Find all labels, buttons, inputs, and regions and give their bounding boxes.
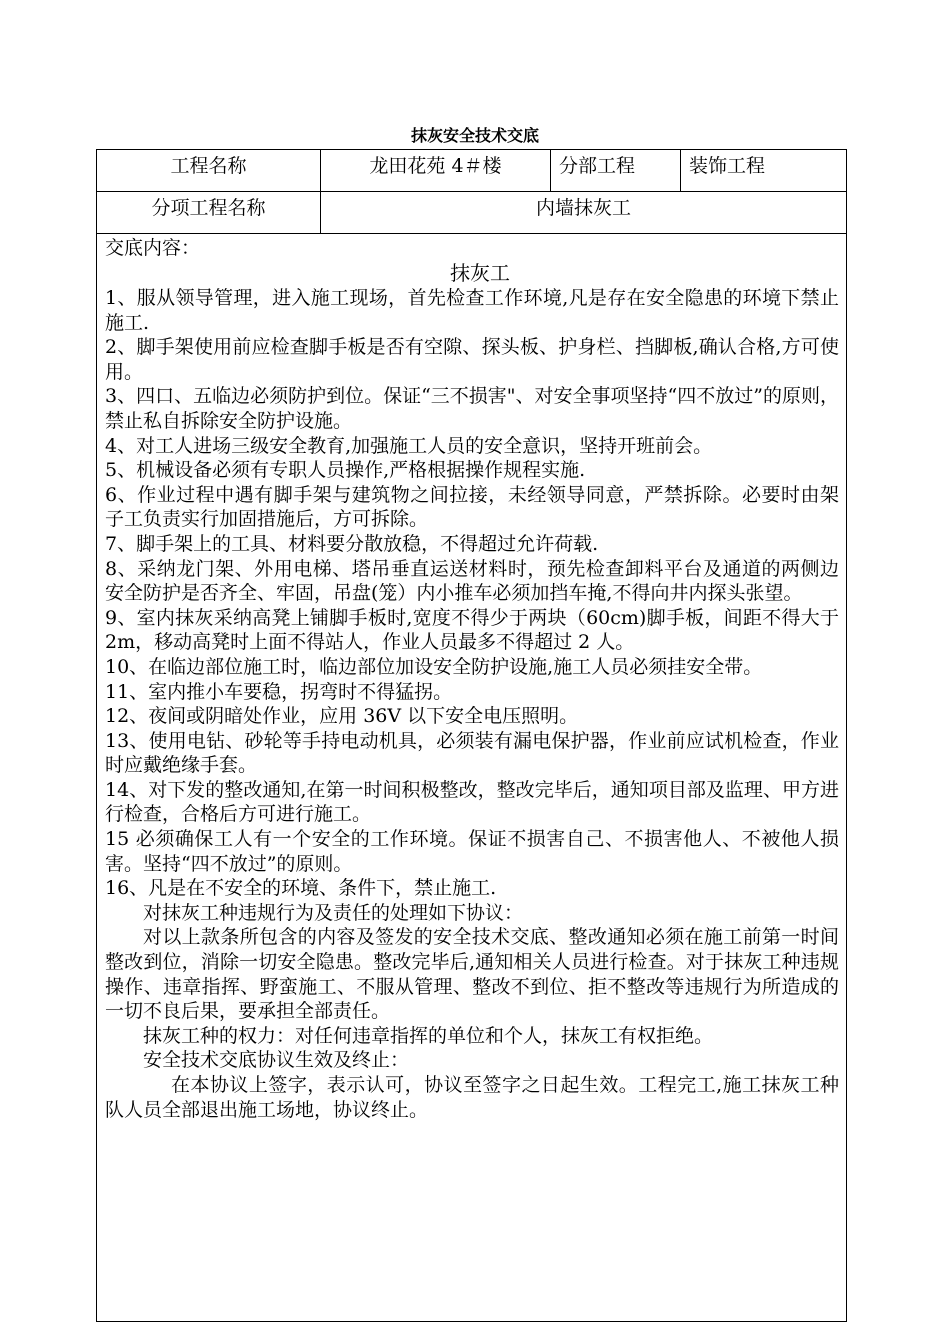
workers-rights: 抹灰工种的权力：对任何违章指挥的单位和个人，抹灰工有权拒绝。 [143, 1024, 714, 1047]
project-name-label: 工程名称 [97, 150, 321, 192]
project-row [97, 150, 847, 192]
division-value: 装饰工程 [681, 150, 847, 192]
content-row [97, 234, 847, 1322]
safety-item: 11、室内推小车要稳，拐弯时不得猛拐。 [105, 680, 453, 703]
safety-item: 2、脚手架使用前应检查脚手板是否有空隙、探头板、护身栏、挡脚板,确认合格,方可使用。 [105, 336, 839, 383]
safety-item: 4、对工人进场三级安全教育,加强施工人员的安全意识，坚持开班前会。 [105, 434, 713, 457]
safety-item: 1、服从领导管理，进入施工现场，首先检查工作环境,凡是存在安全隐患的环境下禁止施工. [105, 287, 839, 334]
violation-body: 对以上款条所包含的内容及签发的安全技术交底、整改通知必须在施工前第一时间整改到位，消除一切安全隐患。整改完毕后,通知相关人员进行检查。对于抹灰工种违规操作、违章指挥、野蛮施工、不服从管理、整改不到位、拒不整改等违规行为所造成的一切不良后果，要承担全部责任。 [105, 926, 839, 1023]
validity-body: 在本协议上签字，表示认可，协议至签字之日起生效。工程完工,施工抹灰工种队人员全部退出施工场地，协议终止。 [105, 1074, 839, 1121]
violation-intro: 对抹灰工种违规行为及责任的处理如下协议： [143, 901, 524, 924]
safety-item: 6、作业过程中遇有脚手架与建筑物之间拉接，未经领导同意，严禁拆除。必要时由架子工负责实行加固措施后，方可拆除。 [105, 483, 839, 531]
safety-item: 8、采纳龙门架、外用电梯、塔吊垂直运送材料时，预先检查卸料平台及通道的两侧边安全防护是否齐全、牢固，吊盘(笼）内小推车必须加挡车掩,不得向井内探头张望。 [105, 557, 839, 605]
safety-item: 9、室内抹灰采纳高凳上铺脚手板时,宽度不得少于两块（60cm)脚手板，间距不得大于 2m，移动高凳时上面不得站人，作业人员最多不得超过 2 人。 [105, 606, 839, 654]
subitem-value: 内墙抹灰工 [321, 192, 847, 234]
disclosure-content-cell [97, 234, 847, 1322]
disclosure-form-table [96, 149, 847, 1322]
content-label: 交底内容： [105, 237, 201, 259]
safety-item: 5、机械设备必须有专职人员操作,严格根据操作规程实施. [105, 459, 586, 482]
safety-item: 7、脚手架上的工具、材料要分散放稳，不得超过允许荷载. [105, 532, 599, 555]
safety-item: 14、对下发的整改通知,在第一时间积极整改，整改完毕后，通知项目部及监理、甲方进行检查，合格后方可进行施工。 [105, 778, 839, 826]
safety-item: 13、使用电钻、砂轮等手持电动机具，必须装有漏电保护器，作业前应试机检查，作业时应戴绝缘手套。 [105, 729, 839, 777]
safety-item: 16、凡是在不安全的环境、条件下，禁止施工. [105, 877, 497, 900]
document-title: 抹灰安全技术交底 [410, 126, 539, 145]
validity-title: 安全技术交底协议生效及终止： [143, 1049, 410, 1072]
subitem-row [97, 192, 847, 234]
safety-item: 15 必须确保工人有一个安全的工作环境。保证不损害自己、不损害他人、不被他人损害。坚持“四不放过”的原则。 [105, 828, 839, 875]
safety-item: 12、夜间或阴暗处作业，应用 36V 以下安全电压照明。 [105, 705, 579, 728]
content-heading: 抹灰工 [450, 261, 510, 285]
safety-item: 10、在临边部位施工时，临边部位加设安全防护设施,施工人员必须挂安全带。 [105, 655, 763, 678]
division-label: 分部工程 [551, 150, 681, 192]
safety-item: 3、四口、五临边必须防护到位。保证“三不损害"、对安全事项坚持“四不放过”的原则，禁止私自拆除安全防护设施。 [105, 385, 839, 432]
subitem-label: 分项工程名称 [97, 192, 321, 234]
project-name-value: 龙田花苑 4＃楼 [321, 150, 551, 192]
